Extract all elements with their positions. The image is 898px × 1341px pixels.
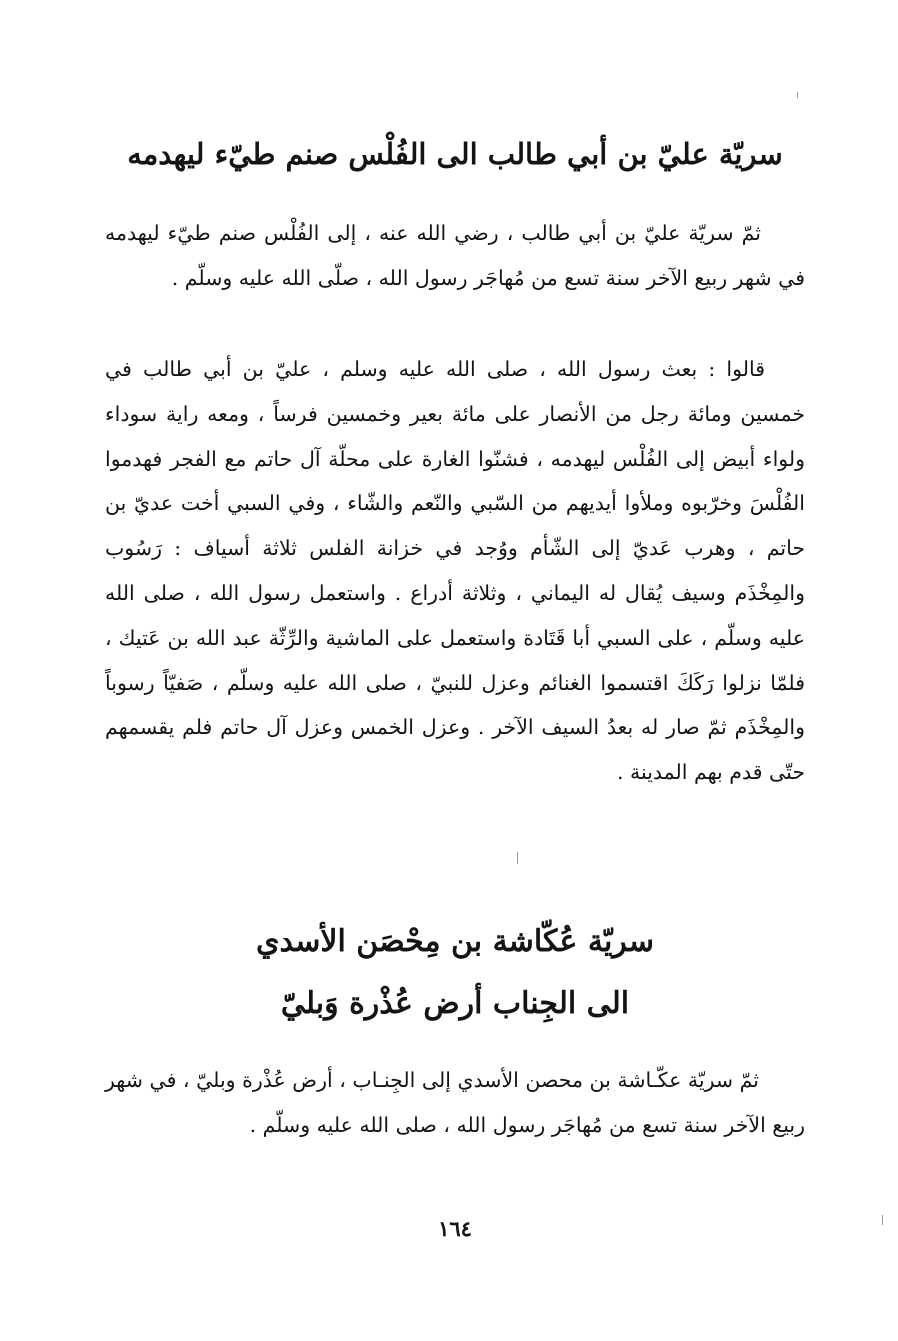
scan-speck bbox=[517, 852, 518, 864]
scan-speck bbox=[882, 1215, 883, 1225]
book-page bbox=[105, 0, 805, 1341]
section-subtitle-ukkasha-raid: الى الجِناب أرض عُذْرة وَبليّ bbox=[280, 986, 630, 1021]
paragraph-account-ali-raid: قالوا : بعث رسول الله ، صلى الله عليه وسلم ، عليّ بن أبي طالب في خمسين ومائة رجل من الأنصار على مائة بعير وخمسين فرساً ، ومعه راية سوداء ولواء أبيض إلى الفُلْس ليهدمه ، فشنّوا الغارة على محلّة آل حاتم مع الفجر فهدموا الفُلْسَ وخرّبوه وملأوا أيديهم من السّبي والنّعم والشّاء ، وفي السبي أخت عديّ بن حاتم ، وهرب عَديّ إلى الشّأم ووُجد في خزانة الفلس ثلاثة أسياف : رَسُوب والمِخْذَم وسيف يُقال له اليماني ، وثلاثة أدراع . واستعمل رسول الله ، صلى الله عليه وسلّم ، على السبي أبا قَتَادة واستعمل على الماشية والرِّثّة عبد الله بن عَتيك ، فلمّا نزلوا رَكَكَ اقتسموا الغنائم وعزل للنبيّ ، صلى الله عليه وسلّم ، صَفيّاً رسوباً والمِخْذَم ثمّ صار له بعدُ السيف الآخر . وعزل الخمس وعزل آل حاتم فلم يقسمهم حتّى قدم بهم المدينة . bbox=[105, 357, 805, 785]
section-title-ali-raid: سريّة عليّ بن أبي طالب الى الفُلْس صنم طيّء ليهدمه bbox=[127, 137, 783, 171]
paragraph-intro-ukkasha-raid: ثمّ سريّة عكّـاشة بن محصن الأسدي إلى الجِنـاب ، أرض عُذْرة وبليّ ، في شهر ربيع الآخر سنة تسع من مُهاجَر رسول الله ، صلى الله عليه وسلّم . bbox=[105, 1068, 805, 1137]
section-title-ukkasha-raid: سريّة عُكّاشة بن مِحْصَن الأسدي bbox=[255, 924, 654, 959]
page-number: ١٦٤ bbox=[438, 1216, 472, 1241]
scan-speck bbox=[797, 92, 798, 98]
paragraph-intro-ali-raid: ثمّ سريّة عليّ بن أبي طالب ، رضي الله عنه ، إلى الفُلْس صنم طيّء ليهدمه في شهر ربيع الآخر سنة تسع من مُهاجَر رسول الله ، صلّى الله عليه وسلّم . bbox=[105, 221, 805, 290]
